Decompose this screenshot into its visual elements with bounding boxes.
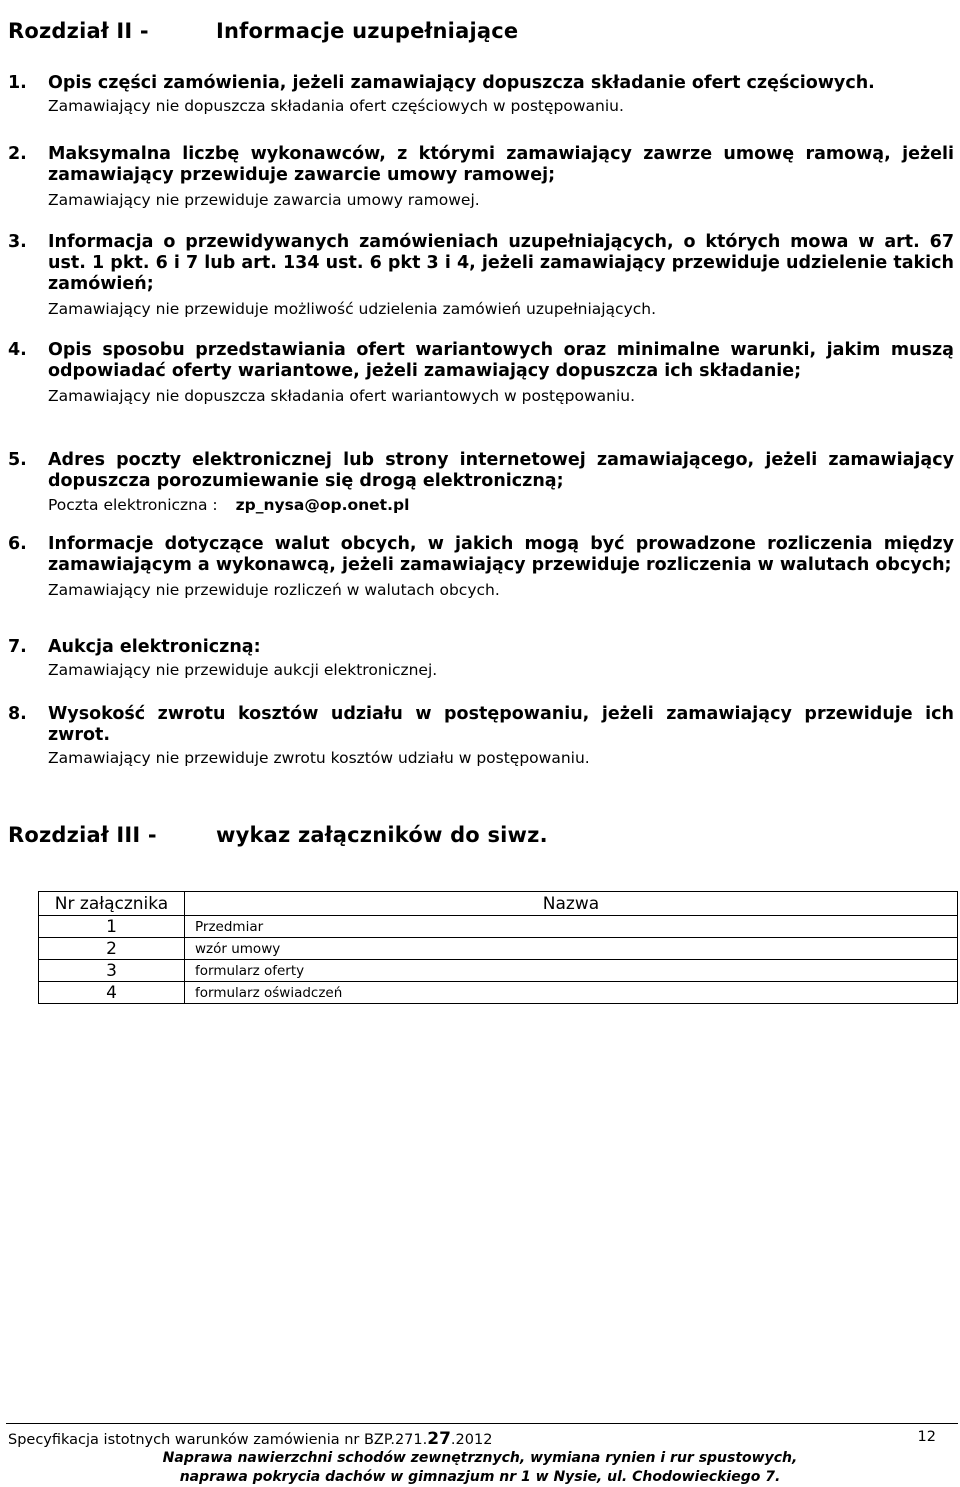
table-row <box>39 982 958 1004</box>
item-heading-text: Wysokość zwrotu kosztów udziału w postępowaniu, jeżeli zamawiający przewiduje ich zwrot. <box>48 704 954 745</box>
chapter-2-heading <box>8 19 518 43</box>
item-number: 3. <box>8 232 27 252</box>
item-heading-text: Opis sposobu przedstawiania ofert wariantowych oraz minimalne warunki, jakim muszą odpowiadać oferty wariantowe, jeżeli zamawiający dopuszcza ich składanie; <box>48 340 954 381</box>
section-item-3 <box>8 232 954 319</box>
attachment-name: formularz oferty <box>185 960 958 982</box>
item-heading-text: Aukcja elektroniczną: <box>48 637 261 657</box>
item-heading <box>8 704 954 746</box>
table-header-row <box>39 892 958 916</box>
item-number: 4. <box>8 340 27 360</box>
item-number: 7. <box>8 637 27 657</box>
table-row <box>39 938 958 960</box>
attachment-number: 4 <box>39 982 185 1004</box>
footer-spec-number: 27 <box>427 1429 451 1449</box>
attachment-name: Przedmiar <box>185 916 958 938</box>
item-heading-text: Informacje dotyczące walut obcych, w jakich mogą być prowadzone rozliczenia między zamawiającym a wykonawcą, jeżeli zamawiający przewiduje rozliczenia w walutach obcych; <box>48 534 954 575</box>
chapter-3-heading <box>8 823 548 847</box>
email-row <box>8 495 954 515</box>
attachment-number: 2 <box>39 938 185 960</box>
item-answer: Zamawiający nie dopuszcza składania ofert częściowych w postępowaniu. <box>48 97 624 115</box>
item-heading <box>8 450 954 492</box>
item-heading <box>8 73 954 94</box>
item-heading-text: Maksymalna liczbę wykonawców, z którymi zamawiający zawrze umowę ramową, jeżeli zamawiający przewiduje zawarcie umowy ramowej; <box>48 144 954 185</box>
section-item-2 <box>8 144 954 210</box>
section-item-4 <box>8 340 954 406</box>
item-heading-text: Adres poczty elektronicznej lub strony internetowej zamawiającego, jeżeli zamawiający dopuszcza porozumiewanie się drogą elektroniczną; <box>48 450 954 491</box>
footer-spec-reference <box>8 1429 492 1449</box>
attachment-name: wzór umowy <box>185 938 958 960</box>
attachment-number: 1 <box>39 916 185 938</box>
item-heading-text: Informacja o przewidywanych zamówieniach uzupełniających, o których mowa w art. 67 ust. 1 pkt. 6 i 7 lub art. 134 ust. 6 pkt 3 i 4, jeżeli zamawiający przewiduje udzielenie takich zamówień; <box>48 232 954 294</box>
footer-spec-suffix: .2012 <box>450 1432 493 1448</box>
section-item-8 <box>8 704 954 768</box>
attachments-table <box>38 891 958 1004</box>
item-number: 2. <box>8 144 27 164</box>
table-row <box>39 916 958 938</box>
footer-project-note <box>0 1449 960 1487</box>
item-answer: Zamawiający nie przewiduje rozliczeń w walutach obcych. <box>48 581 500 599</box>
item-answer: Zamawiający nie przewiduje aukcji elektronicznej. <box>48 661 438 679</box>
column-header-number: Nr załącznika <box>39 892 185 916</box>
item-number: 6. <box>8 534 27 554</box>
section-item-6 <box>8 534 954 600</box>
item-heading-text: Opis części zamówienia, jeżeli zamawiający dopuszcza składanie ofert częściowych. <box>48 73 875 93</box>
footer-note-line-2: naprawa pokrycia dachów w gimnazjum nr 1 w Nysie, ul. Chodowieckiego 7. <box>179 1469 781 1485</box>
item-heading <box>8 144 954 186</box>
footer-divider <box>6 1423 958 1424</box>
chapter-2-label: Rozdział II - <box>8 19 149 43</box>
item-number: 8. <box>8 704 27 724</box>
item-answer: Zamawiający nie przewiduje zwrotu kosztów udziału w postępowaniu. <box>48 749 590 767</box>
column-header-name: Nazwa <box>185 892 958 916</box>
footer-spec-prefix: Specyfikacja istotnych warunków zamówienia nr BZP.271. <box>8 1432 428 1448</box>
section-item-5 <box>8 450 954 515</box>
email-address[interactable]: zp_nysa@op.onet.pl <box>235 496 410 514</box>
item-number: 5. <box>8 450 27 470</box>
attachment-number: 3 <box>39 960 185 982</box>
item-heading <box>8 340 954 382</box>
item-heading <box>8 637 954 658</box>
footer-note-line-1: Naprawa nawierzchni schodów zewnętrznych, wymiana rynien i rur spustowych, <box>162 1450 798 1466</box>
item-answer: Zamawiający nie przewiduje zawarcia umowy ramowej. <box>48 191 480 209</box>
chapter-2-title: Informacje uzupełniające <box>216 19 519 43</box>
attachment-name: formularz oświadczeń <box>185 982 958 1004</box>
item-number: 1. <box>8 73 27 93</box>
item-answer: Zamawiający nie dopuszcza składania ofert wariantowych w postępowaniu. <box>48 387 636 405</box>
page-number: 12 <box>917 1429 936 1445</box>
item-answer: Zamawiający nie przewiduje możliwość udzielenia zamówień uzupełniających. <box>48 300 657 318</box>
item-heading <box>8 232 954 295</box>
chapter-3-title: wykaz załączników do siwz. <box>216 823 548 847</box>
section-item-7 <box>8 637 954 680</box>
table-row <box>39 960 958 982</box>
item-heading <box>8 534 954 576</box>
email-label: Poczta elektroniczna : <box>48 496 218 514</box>
chapter-3-label: Rozdział III - <box>8 823 157 847</box>
section-item-1 <box>8 73 954 116</box>
